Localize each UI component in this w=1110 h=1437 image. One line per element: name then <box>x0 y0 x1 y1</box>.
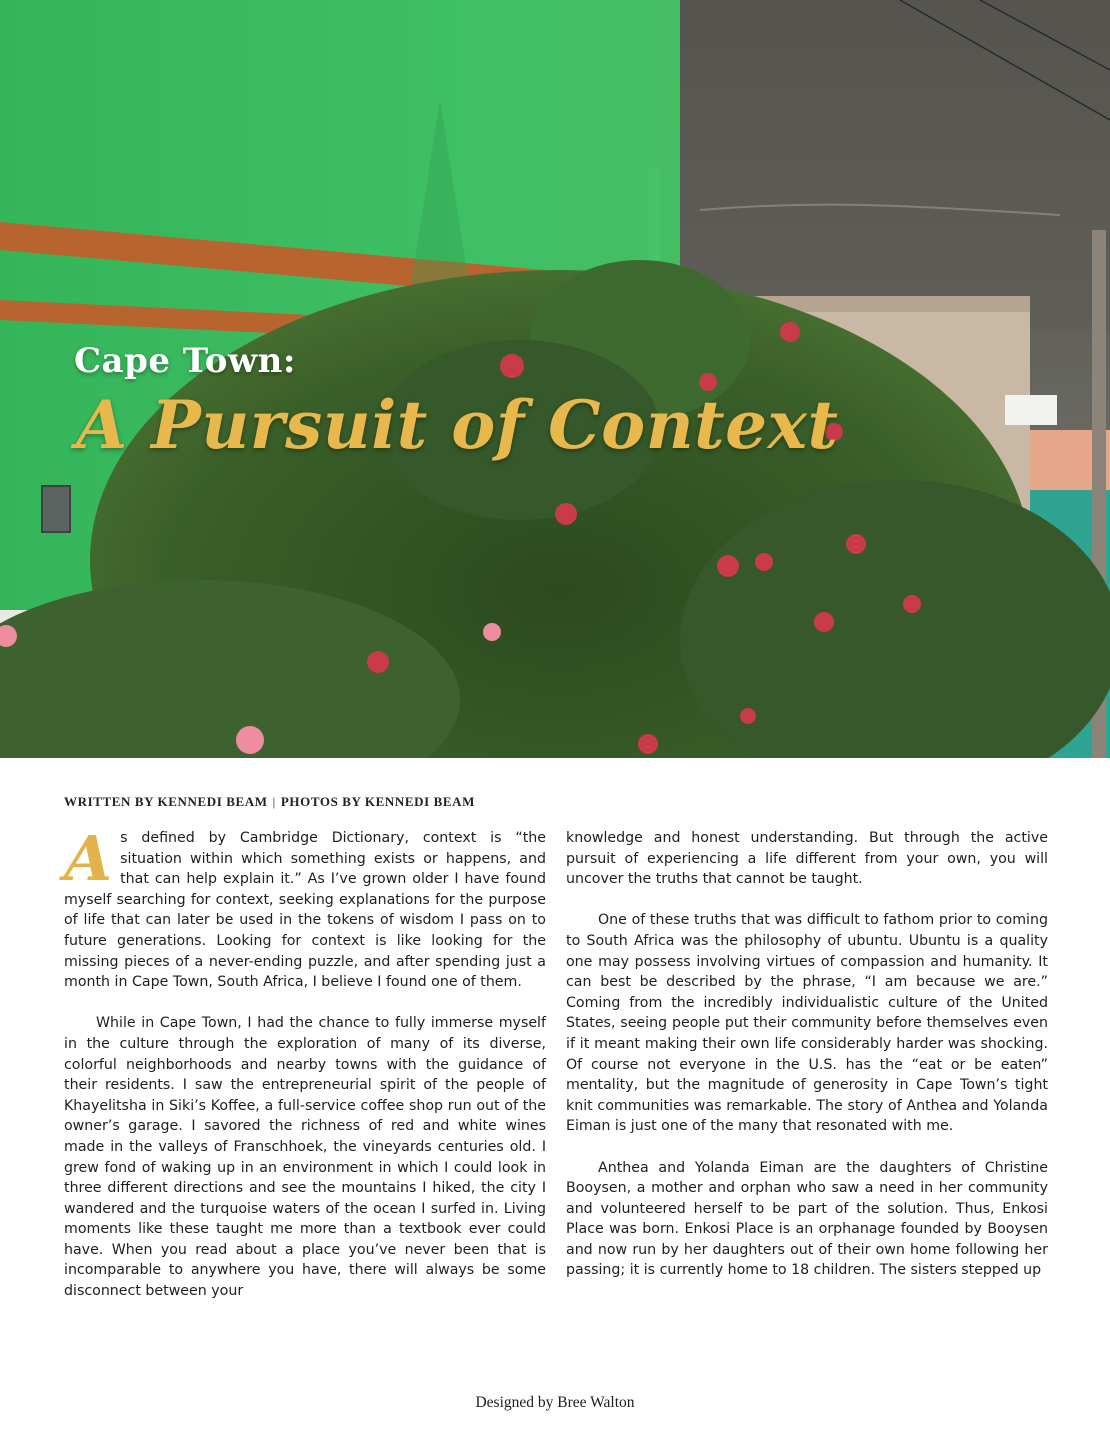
paragraph-2-continued: knowledge and honest understanding. But through the active pursuit of experiencing a life different from your own, you will uncover the truths that cannot be taught. <box>566 830 1048 888</box>
article-column-right <box>566 828 1048 1302</box>
wall-lamp <box>42 486 70 532</box>
article-column-left <box>64 822 546 1322</box>
byline-photographer: PHOTOS BY KENNEDI BEAM <box>280 794 476 809</box>
paragraph-4: Anthea and Yolanda Eiman are the daughters of Christine Booysen, a mother and orphan who saw a need in her community and volunteered herself to be part of the solution. Thus, Enkosi Place was born. Enkosi Place is an orphanage founded by Booysen and now run by her daughters out of their own home following her passing; it is currently home to 18 children. The sisters stepped up <box>566 1159 1048 1279</box>
paragraph-1-text: s defined by Cambridge Dictionary, context is “the situation within which something exists or happens, and that can help explain it.” As I’ve grown older I have found myself searching for context, seeking explanations for the purpose of life that can later be used in the tokens of wisdom I pass on to future generations. Looking for context is like looking for the missing pieces of a never-ending puzzle, and after spending just a month in Cape Town, South Africa, I believe I found one of them. <box>64 830 546 991</box>
designer-credit: Designed by Bree Walton <box>475 1394 635 1411</box>
paragraph-1 <box>64 822 546 993</box>
paragraph-3: One of these truths that was difficult to fathom prior to coming to South Africa was the philosophy of ubuntu. Ubuntu is a quality one may possess involving virtues of compassion and humanity. It can best be described by the phrase, “I am because we are.” Coming from the incredibly individualistic culture of the United States, seeing people put their community before themselves even if it meant making their own life considerably harder was shocking. Of course not everyone in the U.S. has the “eat or be eaten” mentality, but the magnitude of generosity in Cape Town’s tight knit communities was remarkable. The story of Anthea and Yolanda Eiman is just one of the many that resonated with me. <box>566 912 1048 1135</box>
drop-cap: A <box>64 822 113 895</box>
paragraph-2: While in Cape Town, I had the chance to fully immerse myself in the culture through the exploration of many of its diverse, colorful neighborhoods and nearby towns with the guidance of their residents. I saw the entrepreneurial spirit of the people of Khayelitsha in Siki’s Koffee, a full-service coffee shop run out of the owner’s garage. I savored the richness of red and white wines made in the valleys of Franschhoek, the vineyards centuries old. I grew fond of waking up in an environment in which I could look in three different directions and see the mountains I hiked, the city I wandered and the turquoise waters of the ocean I surfed in. Living moments like these taught me more than a textbook ever could have. When you read about a place you’ve never been that is incomparable to anywhere you have, there will always be some disconnect between your <box>64 1015 546 1300</box>
byline <box>64 794 475 810</box>
article-kicker: Cape Town: <box>74 341 296 381</box>
article-headline: A Pursuit of Context <box>76 386 839 464</box>
byline-separator: | <box>272 794 276 809</box>
byline-author: WRITTEN BY KENNEDI BEAM <box>64 794 268 809</box>
